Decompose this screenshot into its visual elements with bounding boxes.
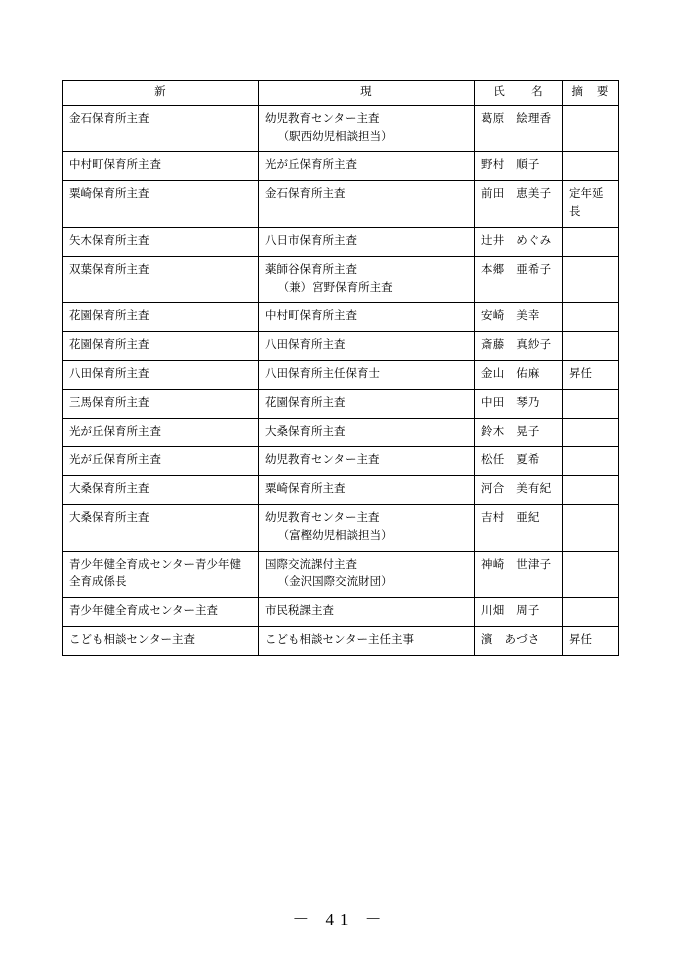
cell-current-position — [259, 332, 475, 361]
cell-note — [563, 505, 619, 552]
cell-new-position — [63, 476, 259, 505]
cell-current-position — [259, 105, 475, 152]
cell-new-position-line: 大桑保育所主査 — [69, 483, 150, 496]
cell-note — [563, 152, 619, 181]
cell-current-position-line: 大桑保育所主査 — [265, 425, 346, 438]
cell-person-name: 鈴木 晃子 — [475, 418, 563, 447]
table-row — [63, 418, 619, 447]
cell-current-position-line: （金沢国際交流財団） — [277, 576, 393, 589]
table-header-row — [63, 81, 619, 106]
cell-person-name: 松任 夏希 — [475, 447, 563, 476]
cell-new-position — [63, 505, 259, 552]
column-header-current: 現 — [259, 81, 475, 106]
table-body — [63, 105, 619, 655]
cell-new-position-line: 青少年健全育成センター主査 — [69, 605, 219, 618]
table-row — [63, 598, 619, 627]
cell-current-position-line: 幼児教育センター主査 — [265, 454, 380, 467]
cell-note — [563, 389, 619, 418]
cell-new-position — [63, 598, 259, 627]
table-row — [63, 227, 619, 256]
table-row — [63, 505, 619, 552]
column-header-new: 新 — [63, 81, 259, 106]
cell-current-position — [259, 598, 475, 627]
cell-current-position-line: 花園保育所主査 — [265, 396, 346, 409]
cell-note — [563, 447, 619, 476]
cell-new-position — [63, 627, 259, 656]
cell-new-position — [63, 360, 259, 389]
cell-note — [563, 256, 619, 303]
table-row — [63, 551, 619, 598]
cell-note — [563, 227, 619, 256]
cell-note — [563, 476, 619, 505]
cell-person-name: 河合 美有紀 — [475, 476, 563, 505]
cell-new-position — [63, 152, 259, 181]
cell-current-position-line: 粟崎保育所主査 — [265, 483, 346, 496]
cell-current-position-line: 金石保育所主査 — [265, 188, 346, 201]
cell-new-position — [63, 303, 259, 332]
cell-current-position — [259, 418, 475, 447]
cell-current-position — [259, 256, 475, 303]
page-number: － 41 － — [292, 910, 388, 929]
cell-new-position — [63, 181, 259, 228]
cell-person-name: 野村 順子 — [475, 152, 563, 181]
cell-new-position-line: 全育成係長 — [69, 576, 127, 589]
cell-new-position-line: 矢木保育所主査 — [69, 234, 150, 247]
personnel-table — [62, 80, 619, 656]
table-row — [63, 332, 619, 361]
cell-new-position-line: 八田保育所主査 — [69, 367, 150, 380]
cell-person-name: 中田 琴乃 — [475, 389, 563, 418]
column-header-note: 摘 要 — [563, 81, 619, 106]
cell-current-position — [259, 227, 475, 256]
cell-current-position-line: 中村町保育所主査 — [265, 310, 357, 323]
cell-person-name: 斎藤 真紗子 — [475, 332, 563, 361]
cell-current-position — [259, 181, 475, 228]
cell-current-position — [259, 447, 475, 476]
cell-note: 昇任 — [563, 360, 619, 389]
cell-new-position — [63, 389, 259, 418]
cell-new-position — [63, 105, 259, 152]
cell-new-position — [63, 256, 259, 303]
cell-current-position — [259, 627, 475, 656]
cell-person-name: 川畑 周子 — [475, 598, 563, 627]
table-row — [63, 389, 619, 418]
cell-new-position-line: 金石保育所主査 — [69, 112, 150, 125]
cell-current-position — [259, 551, 475, 598]
cell-current-position — [259, 505, 475, 552]
cell-new-position-line: 光が丘保育所主査 — [69, 454, 161, 467]
cell-person-name: 前田 恵美子 — [475, 181, 563, 228]
cell-new-position-line: 青少年健全育成センター青少年健 — [69, 558, 242, 571]
cell-new-position — [63, 447, 259, 476]
table-row — [63, 181, 619, 228]
cell-current-position-line: （駅西幼児相談担当） — [277, 130, 393, 143]
cell-current-position-line: （富樫幼児相談担当） — [277, 529, 393, 542]
table-header — [63, 81, 619, 106]
cell-current-position — [259, 476, 475, 505]
table-row — [63, 303, 619, 332]
cell-new-position-line: 花園保育所主査 — [69, 310, 150, 323]
cell-current-position — [259, 360, 475, 389]
cell-current-position-line: 薬師谷保育所主査 — [265, 263, 357, 276]
cell-current-position — [259, 303, 475, 332]
cell-current-position-line: 八田保育所主査 — [265, 339, 346, 352]
table-row — [63, 447, 619, 476]
cell-current-position — [259, 152, 475, 181]
cell-note: 昇任 — [563, 627, 619, 656]
roster-table-container — [62, 80, 618, 656]
cell-person-name: 辻井 めぐみ — [475, 227, 563, 256]
cell-note — [563, 418, 619, 447]
cell-current-position-line: 市民税課主査 — [265, 605, 334, 618]
table-row — [63, 627, 619, 656]
cell-note — [563, 598, 619, 627]
table-row — [63, 256, 619, 303]
cell-person-name: 濱 あづさ — [475, 627, 563, 656]
table-row — [63, 360, 619, 389]
cell-new-position-line: 大桑保育所主査 — [69, 512, 150, 524]
table-row — [63, 105, 619, 152]
cell-new-position-line: 三馬保育所主査 — [69, 396, 150, 409]
cell-current-position-line: 国際交流課付主査 — [265, 558, 357, 571]
cell-new-position-line: 双葉保育所主査 — [69, 263, 150, 276]
cell-current-position-line: 八日市保育所主査 — [265, 234, 357, 247]
cell-person-name: 金山 佑麻 — [475, 360, 563, 389]
cell-current-position-line: 八田保育所主任保育士 — [265, 367, 380, 380]
cell-note — [563, 551, 619, 598]
cell-new-position — [63, 332, 259, 361]
column-header-name: 氏 名 — [475, 81, 563, 106]
cell-new-position — [63, 418, 259, 447]
cell-person-name: 安崎 美幸 — [475, 303, 563, 332]
cell-new-position-line: 花園保育所主査 — [69, 339, 150, 352]
cell-note — [563, 303, 619, 332]
cell-note — [563, 105, 619, 152]
cell-new-position-line: 中村町保育所主査 — [69, 159, 161, 172]
cell-person-name: 葛原 絵理香 — [475, 105, 563, 152]
cell-new-position — [63, 551, 259, 598]
cell-current-position — [259, 389, 475, 418]
cell-current-position-line: 光が丘保育所主査 — [265, 159, 357, 172]
cell-new-position — [63, 227, 259, 256]
cell-current-position-line: 幼児教育センター主査 — [265, 112, 380, 125]
cell-person-name: 神崎 世津子 — [475, 551, 563, 598]
cell-new-position-line: こども相談センター主査 — [69, 634, 196, 647]
table-row — [63, 152, 619, 181]
cell-new-position-line: 光が丘保育所主査 — [69, 425, 161, 438]
cell-current-position-line: （兼）宮野保育所主査 — [277, 281, 393, 294]
cell-note — [563, 332, 619, 361]
cell-new-position-line: 粟崎保育所主査 — [69, 188, 150, 201]
cell-person-name: 本郷 亜希子 — [475, 256, 563, 303]
cell-person-name: 吉村 亜紀 — [475, 505, 563, 552]
cell-current-position-line: こども相談センター主任主事 — [265, 634, 415, 647]
cell-note: 定年延長 — [563, 181, 619, 228]
cell-current-position-line: 幼児教育センター主査 — [265, 512, 380, 524]
table-row — [63, 476, 619, 505]
